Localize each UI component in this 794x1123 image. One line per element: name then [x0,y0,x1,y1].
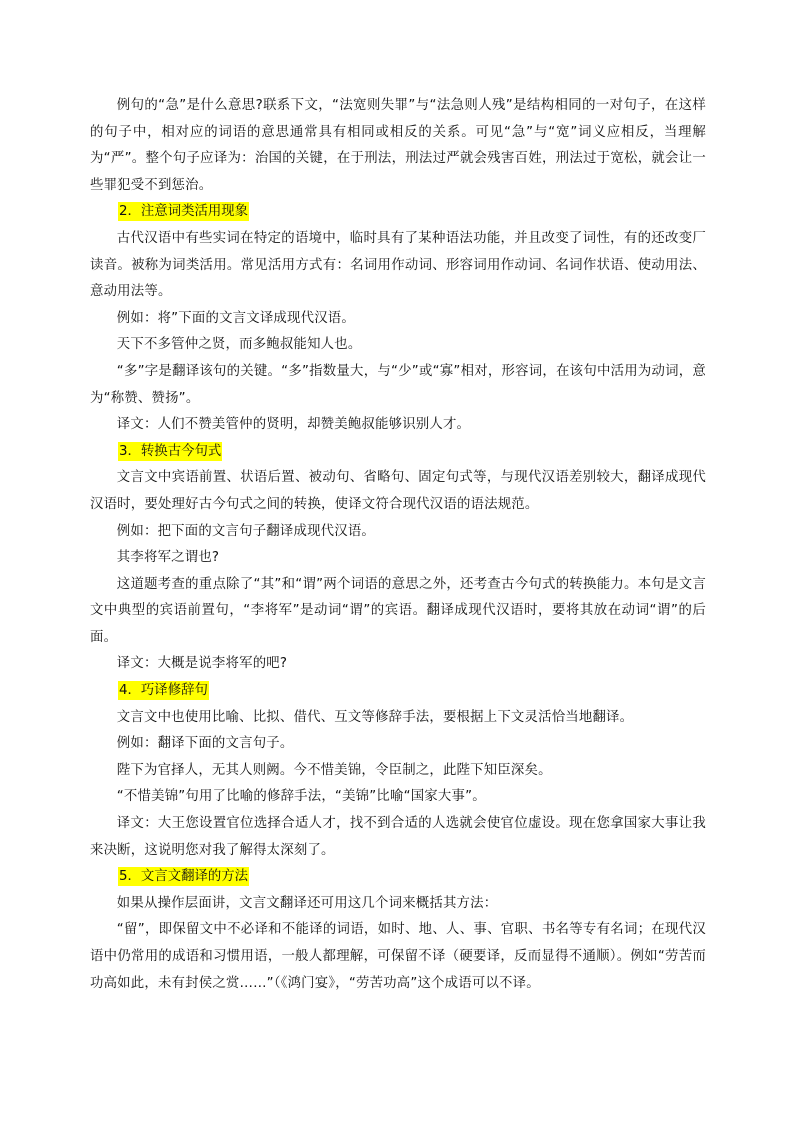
paragraph: 例如：把下面的文言句子翻译成现代汉语。 [116,523,376,539]
paragraph: “不惜美锦”句用了比喻的修辞手法，“美锦”比喻“国家大事”。 [116,789,486,805]
paragraph: 例如：翻译下面的文言句子。 [116,736,294,752]
section-heading-3 [118,439,706,466]
paragraph: 这道题考查的重点除了“其”和“谓”两个词语的意思之外，还考查古今句式的转换能力。本句是文言文中典型的宾语前置句，“李将军”是动词“谓”的宾语。翻译成现代汉语时，要将其放在动词“谓”的后面。 [90,576,706,645]
paragraph: 古代汉语中有些实词在特定的语境中，临时具有了某种语法功能，并且改变了词性，有的还改变厂读音。被称为词类活用。常见活用方式有：名词用作动词、形容词用作动词、名词作状语、使动用法、意动用法等。 [90,230,706,300]
paragraph: 其李将军之谓也? [116,550,220,566]
section-heading-text: 4．巧译修辞句 [119,683,208,699]
section-heading-text: 3．转换古今句式 [119,443,222,459]
paragraph: 天下不多管仲之贤，而多鲍叔能知人也。 [116,337,362,353]
paragraph: 译文：人们不赞美管仲的贤明，却赞美鲍叔能够识别人才。 [116,417,471,433]
paragraph: 陛下为官择人，无其人则阙。今不惜美锦，令臣制之，此陛下知臣深矣。 [116,762,552,778]
paragraph: 文言文中宾语前置、状语后置、被动句、省略句、固定句式等，与现代汉语差别较大，翻译成现代汉语时，要处理好古今句式之间的转换，使译文符合现代汉语的语法规范。 [90,470,706,512]
paragraph: “留”，即保留文中不必译和不能译的词语，如时、地、人、事、官职、书名等专有名词；在现代汉语中仍常用的成语和习惯用语，一般人都理解，可保留不译（硬要译，反而显得不通顺）。例如“劳苦而功高如此，未有封侯之赏……”（《鸿门宴》，“劳苦功高”这个成语可以不译。 [90,922,706,991]
section-heading-5 [118,864,706,891]
paragraph: 译文：大王您设置官位选择合适人才，找不到合适的人选就会使官位虚设。现在您拿国家大事让我来决断，这说明您对我了解得太深刻了。 [90,816,706,858]
paragraph: 译文：大概是说李将军的吧? [116,656,288,672]
document-body [90,93,706,997]
section-heading-4 [118,678,706,705]
section-heading-text: 5．文言文翻译的方法 [119,869,249,885]
paragraph: “多”字是翻译该句的关键。“多”指数量大，与“少”或“寡”相对，形容词，在该句中活用为动词，意为“称赞、赞扬”。 [90,363,706,406]
section-heading-2 [118,199,706,226]
paragraph: 例句的“急”是什么意思?联系下文，“法宽则失罪”与“法急则人残”是结构相同的一对句子，在这样的句子中，相对应的词语的意思通常具有相同或相反的关系。可见“急”与“宽”词义应相反，当理解为“严”。整个句子应译为：治国的关键，在于刑法，刑法过严就会残害百姓，刑法过于宽松，就会让一些罪犯受不到惩治。 [90,98,706,193]
paragraph: 如果从操作层面讲，文言文翻译还可用这几个词来概括其方法： [116,895,498,911]
paragraph: 例如：将”下面的文言文译成现代汉语。 [116,310,355,326]
paragraph: 文言文中也使用比喻、比拟、借代、互文等修辞手法，要根据上下文灵活恰当地翻译。 [116,709,634,725]
section-heading-text: 2．注意词类活用现象 [119,204,249,220]
